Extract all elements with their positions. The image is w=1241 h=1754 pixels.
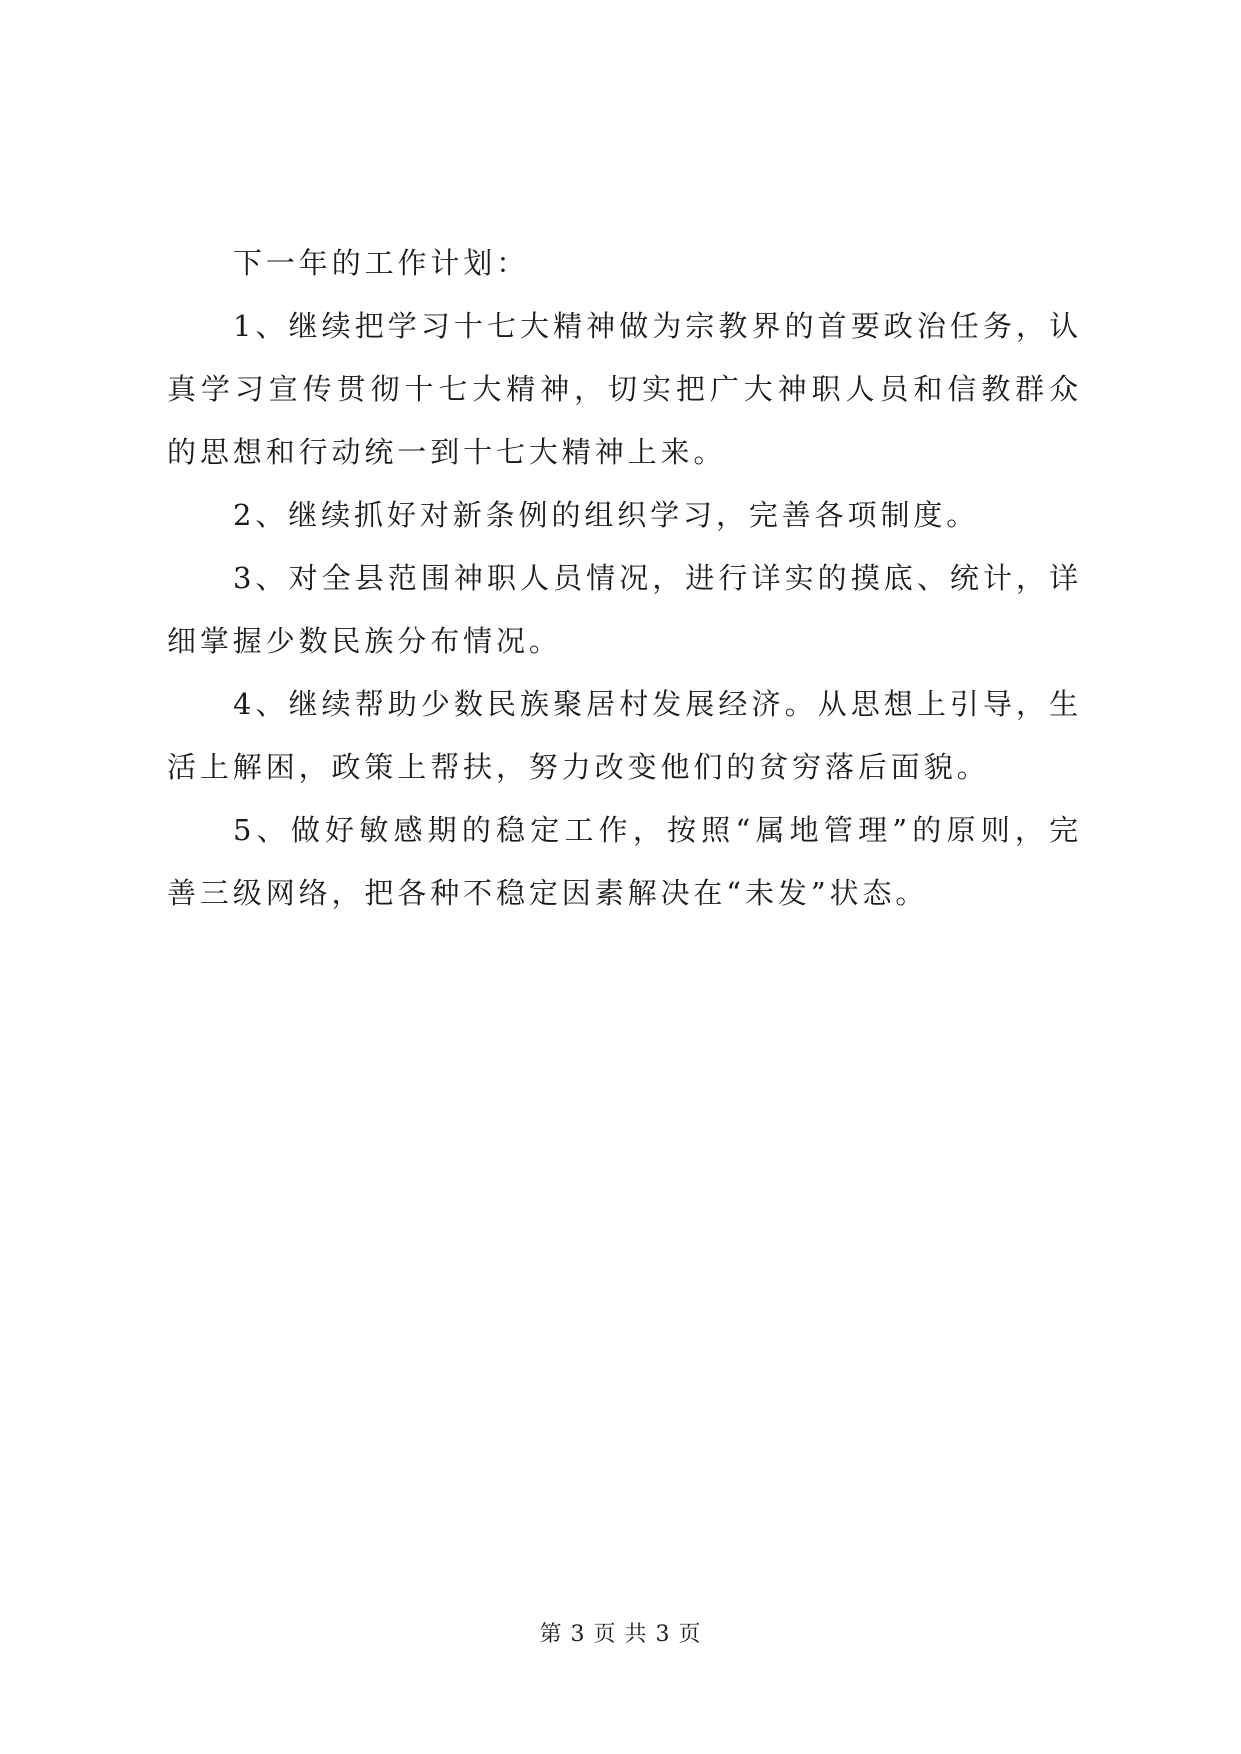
plan-item-5: 5、做好敏感期的稳定工作，按照“属地管理”的原则，完善三级网络，把各种不稳定因素解决在“未发”状态。 bbox=[167, 813, 1082, 910]
plan-item-2: 2、继续抓好对新条例的组织学习，完善各项制度。 bbox=[233, 498, 980, 532]
document-body bbox=[167, 232, 1082, 925]
plan-item-1: 1、继续把学习十七大精神做为宗教界的首要政治任务，认真学习宣传贯彻十七大精神，切实把广大神职人员和信教群众的思想和行动统一到十七大精神上来。 bbox=[167, 309, 1082, 469]
section-heading: 下一年的工作计划： bbox=[233, 246, 530, 280]
plan-item-3: 3、对全县范围神职人员情况，进行详实的摸底、统计，详细掌握少数民族分布情况。 bbox=[167, 561, 1082, 658]
plan-item-4: 4、继续帮助少数民族聚居村发展经济。从思想上引导，生活上解困，政策上帮扶，努力改变他们的贫穷落后面貌。 bbox=[167, 687, 1082, 784]
page-number-footer: 第 3 页 共 3 页 bbox=[539, 1622, 702, 1647]
